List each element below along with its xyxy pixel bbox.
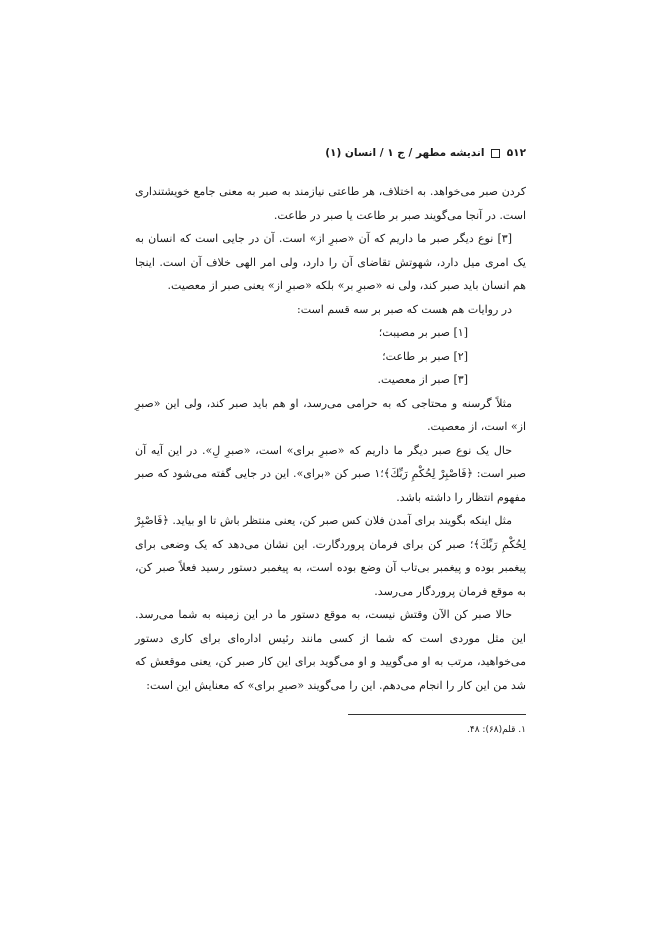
- running-header: [135, 147, 526, 159]
- paragraph: مثل اینکه بگویند برای آمدن فلان کس صبر کن، یعنی منتظر باش تا او بیاید. ﴿فَاصْبِرْ لِحُكْمِ رَبِّكَ﴾؛ صبر کن برای فرمان پروردگارت. این نشان می‌دهد که یک وضعی برای پیغمبر بوده و پیغمبر بی‌تاب آن وضع بوده است، به پیغمبر دستور رسید فعلاً صبر کن، به موقع فرمان پروردگار می‌رسد.: [135, 514, 526, 598]
- paragraph: حال یک نوع صبر دیگر ما داریم که «صبرِ برای» است، «صبرِ لِ». در این آیه آن صبر است: ﴿فَاصْبِرْ لِحُكْمِ رَبِّكَ﴾؛۱ صبر کن «برای». این در جایی گفته می‌شود که صبر مفهوم انتظار را داشته باشد.: [135, 443, 526, 504]
- paragraph: حالا صبر کن الآن وقتش نیست، به موقع دستور ما در این زمینه به شما می‌رسد. این مثل موردی است که شما از کسی مانند رئیس اداره‌ای برای کاری دستور می‌خواهید، مرتب به او می‌گویید و او می‌گوید برای این کار صبر کن، یعنی موقعش که شد من این کار را انجام می‌دهم. این را می‌گویند «صبرِ برای» که معنایش این است:: [135, 608, 526, 692]
- list-item: [۱] صبر بر مصیبت؛: [378, 326, 468, 339]
- paragraph: مثلاً گرسنه و محتاجی که به حرامی می‌رسد، او هم باید صبر کند، ولی این «صبرِ از» است، از معصیت.: [135, 396, 526, 433]
- square-bullet-icon: [491, 149, 500, 158]
- list-item: [۳] صبر از معصیت.: [377, 373, 468, 386]
- footnote: ۱. قلم(۶۸): ۴۸.: [467, 725, 526, 735]
- list-item: [۲] صبر بر طاعت؛: [382, 349, 468, 363]
- body-text: [135, 180, 526, 697]
- paragraph: [۳] نوع دیگر صبر ما داریم که آن «صبرِ از» است. آن در جایی است که انسان به یک امری میل دارد، شهوتش تقاضای آن را دارد، ولی امر الهی خلاف آن است. اینجا هم انسان باید صبر کند، ولی نه «صبرِ بر» بلکه «صبرِ از» یعنی صبر از معصیت.: [135, 232, 526, 292]
- paragraph: در روایات هم هست که صبر بر سه قسم است:: [297, 302, 512, 316]
- footnote-divider: [348, 714, 526, 715]
- paragraph: کردن صبر می‌خواهد. به اختلاف، هر طاعتی نیازمند به صبر به معنی جامع خویشتنداری است. در آنجا می‌گویند صبر بر طاعت یا صبر در طاعت.: [135, 185, 526, 222]
- page-number: ۵۱۲: [506, 147, 526, 159]
- running-title: اندیشه مطهر / ج ۱ / انسان (۱): [325, 147, 485, 159]
